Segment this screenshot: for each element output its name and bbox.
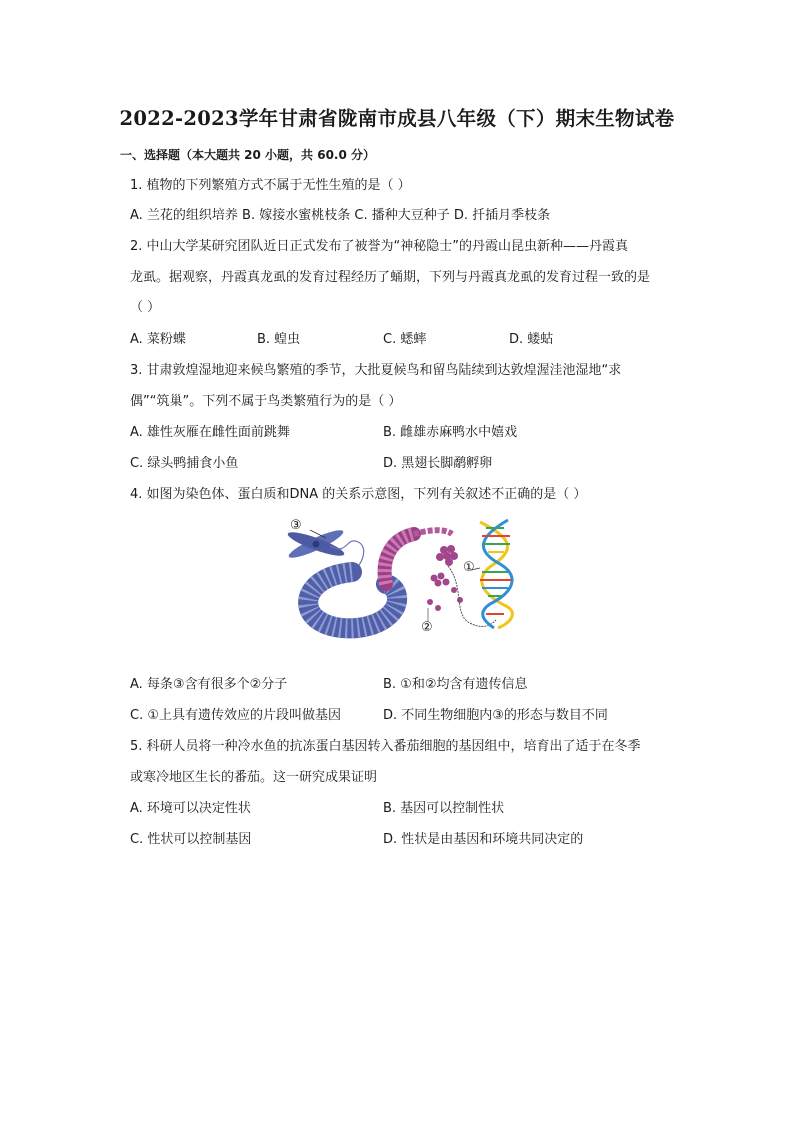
question-1-stem: 1. 植物的下列繁殖方式不属于无性生殖的是（ ） bbox=[130, 178, 411, 193]
question-2-stem-line3: （ ） bbox=[130, 300, 161, 315]
chromosome-dna-figure bbox=[268, 516, 530, 644]
question-5-option-c: C. 性状可以控制基因 bbox=[130, 832, 252, 847]
histone-protein-icon bbox=[427, 545, 463, 611]
question-5-option-a: A. 环境可以决定性状 bbox=[130, 801, 251, 816]
question-5-option-d: D. 性状是由基因和环境共同决定的 bbox=[383, 832, 584, 847]
section-heading: 一、选择题（本大题共 20 小题，共 60.0 分） bbox=[120, 148, 376, 162]
question-3-stem-line2: 偶”“筑巢”。下列不属于鸟类繁殖行为的是（ ） bbox=[130, 394, 402, 409]
question-3-option-a: A. 雄性灰雁在雌性面前跳舞 bbox=[130, 425, 290, 440]
figure-label-2: ② bbox=[421, 620, 433, 635]
question-4-option-a: A. 每条③含有很多个②分子 bbox=[130, 677, 288, 692]
question-1-options: A. 兰花的组织培养 B. 嫁接水蜜桃枝条 C. 播种大豆种子 D. 扦插月季枝条 bbox=[130, 208, 551, 223]
question-2-stem-line1: 2. 中山大学某研究团队近日正式发布了被誉为“神秘隐士”的丹霞山昆虫新种——丹霞真 bbox=[130, 239, 629, 254]
question-3-option-d: D. 黑翅长脚鹬孵卵 bbox=[383, 456, 493, 471]
question-2-option-c: C. 蟋蟀 bbox=[383, 332, 427, 347]
question-5-stem-line1: 5. 科研人员将一种冷水鱼的抗冻蛋白基因转入番茄细胞的基因组中，培育出了适于在冬季 bbox=[130, 739, 641, 754]
question-4-stem: 4. 如图为染色体、蛋白质和DNA 的关系示意图，下列有关叙述不正确的是（ ） bbox=[130, 487, 587, 502]
question-4-option-b: B. ①和②均含有遗传信息 bbox=[383, 677, 528, 692]
question-2-stem-line2: 龙虱。据观察，丹霞真龙虱的发育过程经历了蛹期，下列与丹霞真龙虱的发育过程一致的是 bbox=[130, 270, 651, 285]
page-title: 2022-2023学年甘肃省陇南市成县八年级（下）期末生物试卷 bbox=[119, 107, 675, 130]
question-2-option-b: B. 蝗虫 bbox=[257, 332, 301, 347]
question-4-option-c: C. ①上具有遗传效应的片段叫做基因 bbox=[130, 708, 341, 723]
question-3-stem-line1: 3. 甘肃敦煌湿地迎来候鸟繁殖的季节，大批夏候鸟和留鸟陆续到达敦煌渥洼池湿地“求 bbox=[130, 363, 622, 378]
question-4-option-d: D. 不同生物细胞内③的形态与数目不同 bbox=[383, 708, 608, 723]
question-3-option-c: C. 绿头鸭捕食小鱼 bbox=[130, 456, 239, 471]
question-3-option-b: B. 雌雄赤麻鸭水中嬉戏 bbox=[383, 425, 518, 440]
question-5-option-b: B. 基因可以控制性状 bbox=[383, 801, 505, 816]
question-2-option-d: D. 蝼蛄 bbox=[509, 332, 554, 347]
figure-label-3: ③ bbox=[290, 518, 302, 533]
dna-helix-icon bbox=[480, 520, 512, 628]
question-2-option-a: A. 菜粉蝶 bbox=[130, 332, 186, 347]
question-5-stem-line2: 或寒冷地区生长的番茄。这一研究成果证明 bbox=[130, 770, 378, 785]
figure-label-1: ① bbox=[463, 560, 475, 575]
